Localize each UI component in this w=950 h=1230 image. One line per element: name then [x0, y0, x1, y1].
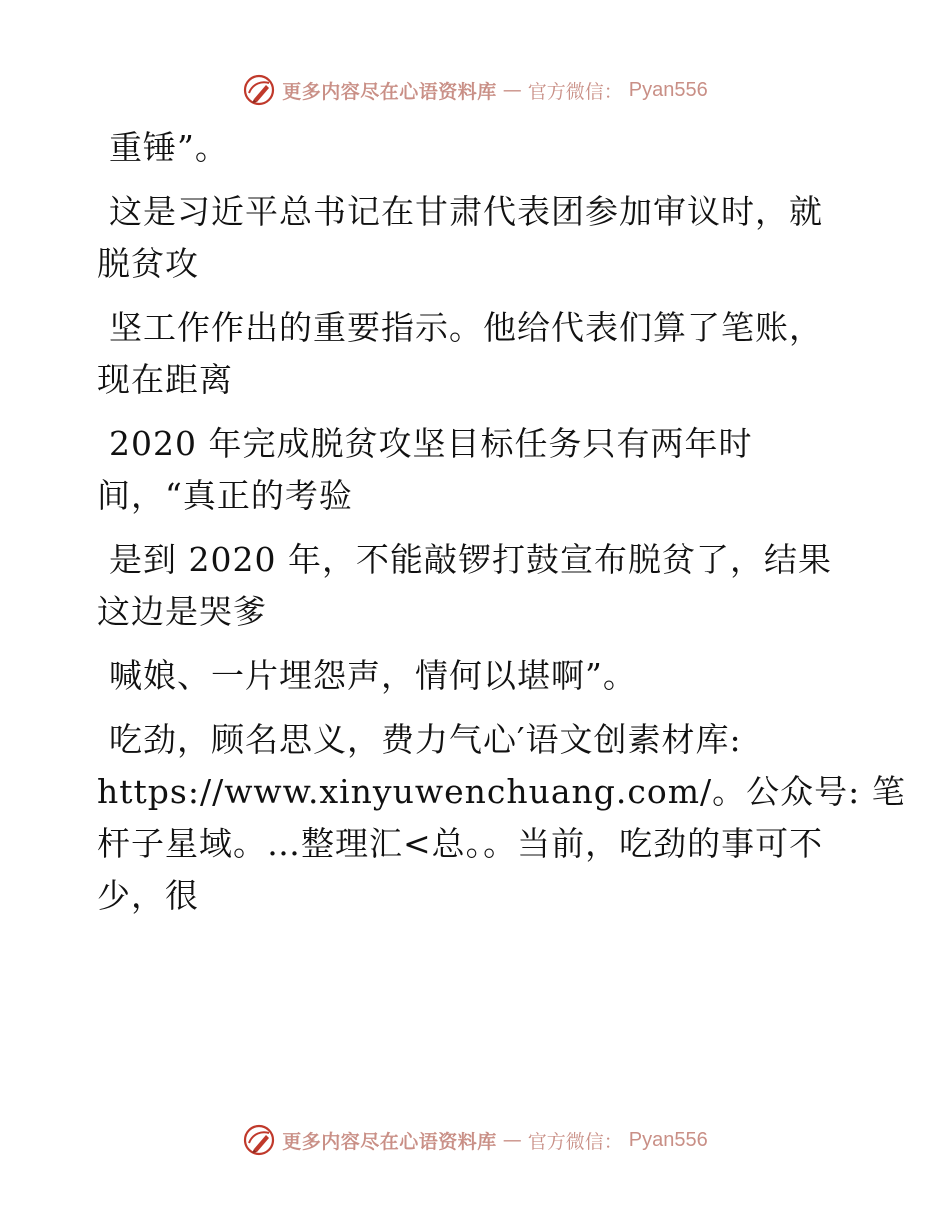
text-line: https://www.xinyuwenchuang.com/。公众号: 笔 [97, 772, 906, 811]
text-line: 现在距离 [97, 360, 233, 399]
pen-logo-icon [242, 73, 276, 107]
banner-separator: — [502, 79, 522, 101]
text-line: 杆子星域。…整理汇<总。。当前，吃劲的事可不 [97, 824, 824, 863]
footer-banner-inner [242, 1123, 708, 1157]
footer-banner [0, 1118, 950, 1162]
text-line: 这边是哭爹 [97, 592, 267, 631]
document-body [97, 122, 906, 922]
text-line: 脱贫攻 [97, 244, 199, 283]
banner-wechat-label: 官方微信： [527, 80, 623, 103]
text-line: 间，“真正的考验 [97, 476, 353, 515]
banner-wechat-id: Pyan556 [628, 78, 708, 101]
text-line: 喊娘、一片埋怨声，情何以堪啊”。 [109, 656, 637, 695]
text-line: 是到 2020 年，不能敲锣打鼓宣布脱贫了，结果 [109, 540, 832, 579]
banner-separator: — [502, 1129, 522, 1151]
pen-logo-icon [242, 1123, 276, 1157]
text-line: 这是习近平总书记在甘肃代表团参加审议时，就 [109, 192, 823, 231]
text-line: 重锤”。 [109, 128, 229, 167]
banner-wechat-label: 官方微信： [527, 1130, 623, 1153]
header-banner-inner [242, 73, 708, 107]
banner-wechat-id: Pyan556 [628, 1128, 708, 1151]
text-line: 少，很 [97, 876, 199, 915]
banner-site-text: 更多内容尽在心语资料库 [282, 1130, 497, 1153]
text-line: 吃劲，顾名思义，费力气心′语文创素材库: [109, 720, 742, 759]
banner-site-text: 更多内容尽在心语资料库 [282, 80, 497, 103]
header-banner [0, 68, 950, 112]
text-line: 坚工作作出的重要指示。他给代表们算了笔账， [109, 308, 823, 347]
text-line: 2020 年完成脱贫攻坚目标任务只有两年时 [109, 424, 753, 463]
